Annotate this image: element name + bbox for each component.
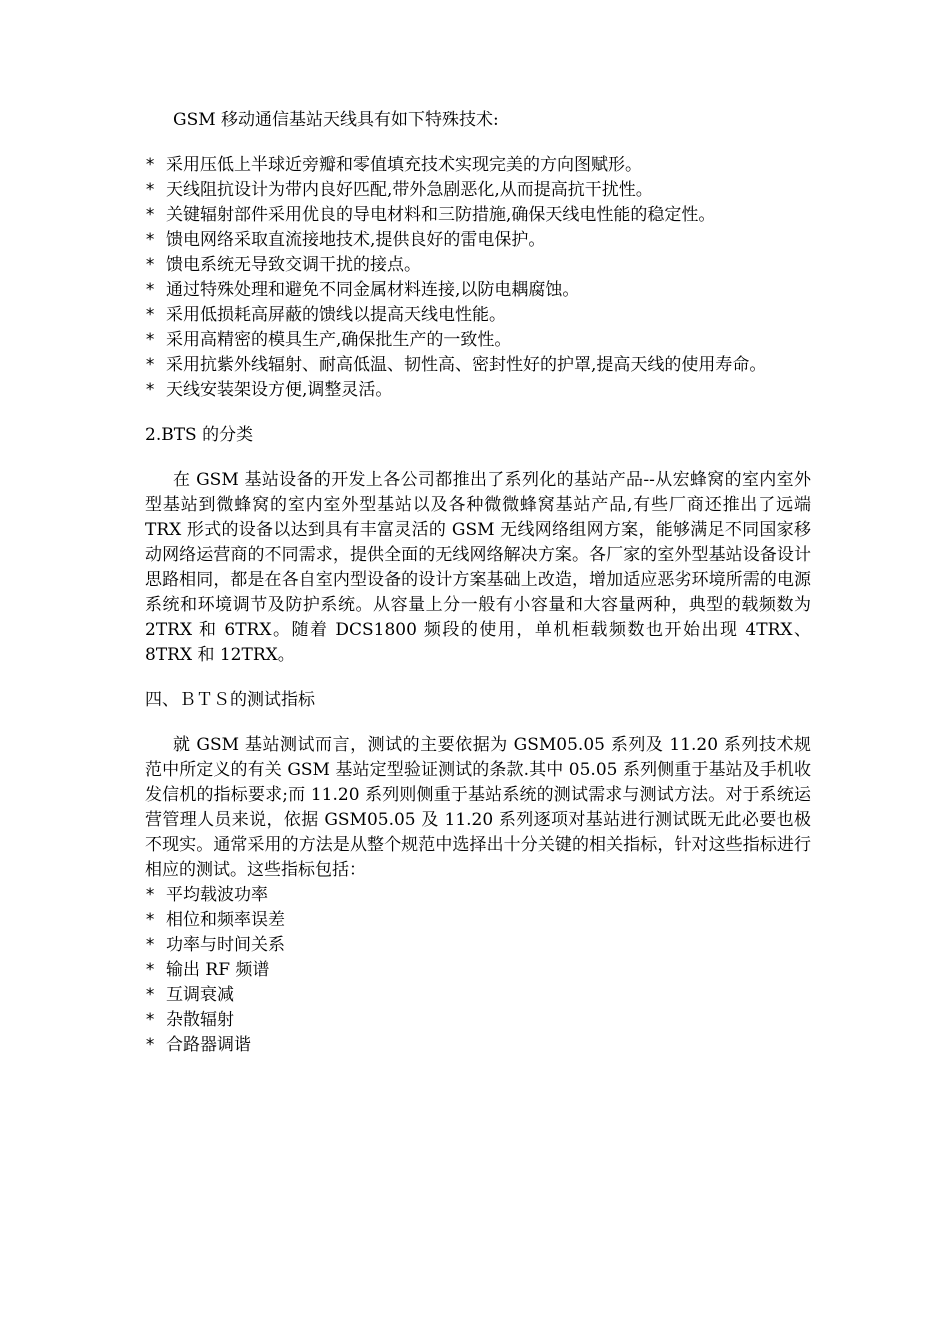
bullet-symbol: * — [145, 355, 156, 375]
bullet-symbol: * — [145, 960, 156, 980]
bullet-symbol: * — [145, 1035, 156, 1055]
feature-text: 馈电网络采取直流接地技术,提供良好的雷电保护。 — [166, 230, 546, 250]
list-item — [145, 1033, 811, 1058]
list-item — [145, 353, 811, 378]
bullet-symbol: * — [145, 935, 156, 955]
list-item — [145, 378, 811, 403]
feature-list — [145, 153, 811, 403]
bullet-symbol: * — [145, 330, 156, 350]
feature-text: 馈电系统无导致交调干扰的接点。 — [166, 255, 421, 275]
intro-text: GSM 移动通信基站天线具有如下特殊技术: — [173, 110, 499, 130]
list-item — [145, 178, 811, 203]
list-item — [145, 328, 811, 353]
bullet-symbol: * — [145, 380, 156, 400]
list-item — [145, 1008, 811, 1033]
bullet-symbol: * — [145, 305, 156, 325]
feature-text: 采用高精密的模具生产,确保批生产的一致性。 — [166, 330, 512, 350]
list-item — [145, 253, 811, 278]
list-item — [145, 303, 811, 328]
bullet-symbol: * — [145, 280, 156, 300]
metric-text: 互调衰减 — [166, 985, 234, 1005]
list-item — [145, 883, 811, 908]
section-paragraph-bts-test-metrics: 就 GSM 基站测试而言，测试的主要依据为 GSM05.05 系列及 11.20 系列技术规范中所定义的有关 GSM 基站定型验证测试的条款.其中 05.05 系列侧重于基站及手机收发信机的指标要求;而 11.20 系列则侧重于基站系统的测试需求与测试方法。对于系统运营管理人员来说，依据 GSM05.05 及 11.20 系列逐项对基站进行测试既无此必要也极不现实。通常采用的方法是从整个规范中选择出十分关键的相关指标，针对这些指标进行相应的测试。这些指标包括： — [145, 735, 811, 880]
feature-text: 采用压低上半球近旁瓣和零值填充技术实现完美的方向图赋形。 — [166, 155, 642, 175]
feature-text: 关键辐射部件采用优良的导电材料和三防措施,确保天线电性能的稳定性。 — [166, 205, 716, 225]
metric-text: 相位和频率误差 — [166, 910, 285, 930]
section-heading-bts-classification: 2.BTS 的分类 — [145, 425, 254, 445]
list-item — [145, 958, 811, 983]
bullet-symbol: * — [145, 910, 156, 930]
list-item — [145, 933, 811, 958]
feature-text: 天线安装架设方便,调整灵活。 — [166, 380, 393, 400]
metric-list — [145, 883, 811, 1058]
list-item — [145, 983, 811, 1008]
feature-text: 天线阻抗设计为带内良好匹配,带外急剧恶化,从而提高抗干扰性。 — [166, 180, 653, 200]
bullet-symbol: * — [145, 1010, 156, 1030]
bullet-symbol: * — [145, 180, 156, 200]
feature-text: 通过特殊处理和避免不同金属材料连接,以防电耦腐蚀。 — [166, 280, 580, 300]
bullet-symbol: * — [145, 985, 156, 1005]
feature-text: 采用低损耗高屏蔽的馈线以提高天线电性能。 — [166, 305, 506, 325]
section-heading-bts-test-metrics: 四、ＢＴＳ的测试指标 — [145, 690, 315, 710]
metric-text: 输出 RF 频谱 — [166, 960, 270, 980]
list-item — [145, 278, 811, 303]
bullet-symbol: * — [145, 230, 156, 250]
metric-text: 功率与时间关系 — [166, 935, 285, 955]
section-paragraph-bts-classification: 在 GSM 基站设备的开发上各公司都推出了系列化的基站产品--从宏蜂窝的室内室外型基站到微蜂窝的室内室外型基站以及各种微微蜂窝基站产品,有些厂商还推出了远端 TRX 形式的设备以达到具有丰富灵活的 GSM 无线网络组网方案，能够满足不同国家移动网络运营商的不同需求，提供全面的无线网络解决方案。各厂家的室外型基站设备设计思路相同，都是在各自室内型设备的设计方案基础上改造，增加适应恶劣环境所需的电源系统和环境调节及防护系统。从容量上分一般有小容量和大容量两种，典型的载频数为 2TRX 和 6TRX。随着 DCS1800 频段的使用，单机柜载频数也开始出现 4TRX、8TRX 和 12TRX。 — [145, 470, 811, 665]
metric-text: 平均载波功率 — [166, 885, 268, 905]
list-item — [145, 153, 811, 178]
list-item — [145, 908, 811, 933]
bullet-symbol: * — [145, 205, 156, 225]
bullet-symbol: * — [145, 255, 156, 275]
bullet-symbol: * — [145, 155, 156, 175]
list-item — [145, 228, 811, 253]
feature-text: 采用抗紫外线辐射、耐高低温、韧性高、密封性好的护罩,提高天线的使用寿命。 — [166, 355, 767, 375]
metric-text: 合路器调谐 — [166, 1035, 251, 1055]
bullet-symbol: * — [145, 885, 156, 905]
metric-text: 杂散辐射 — [166, 1010, 234, 1030]
document-body — [145, 108, 811, 1058]
list-item — [145, 203, 811, 228]
